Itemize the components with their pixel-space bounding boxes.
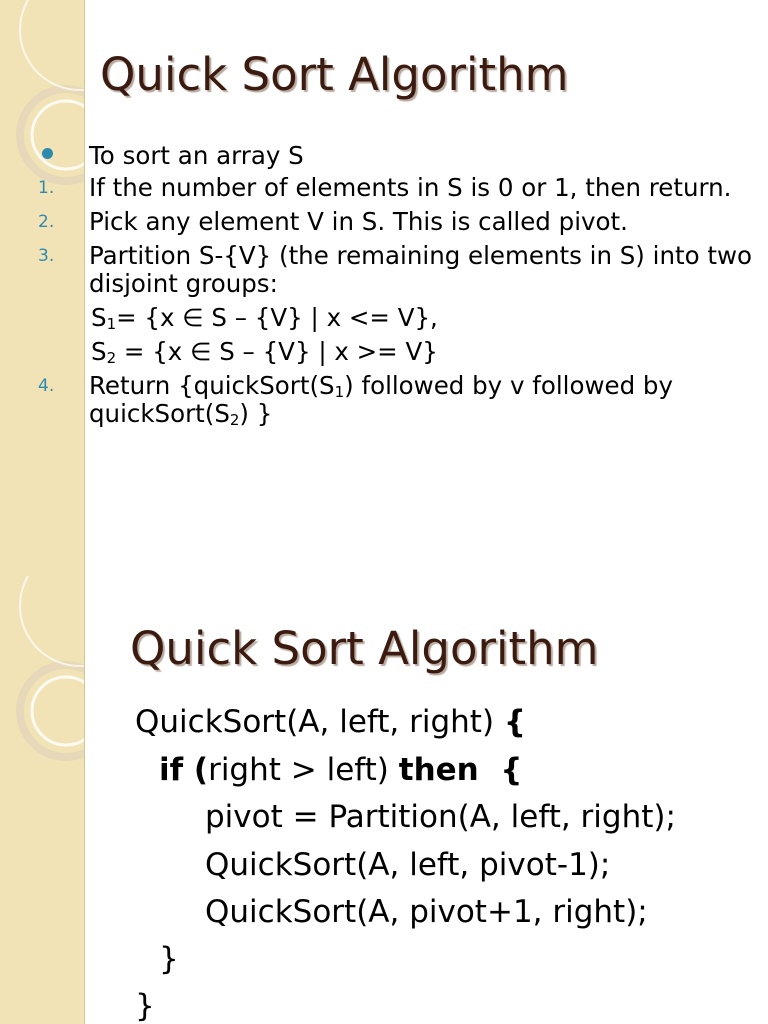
step-item-3 — [0, 242, 768, 298]
subscript: 2 — [106, 349, 117, 367]
bullet-text: To sort an array S — [89, 141, 304, 170]
set-definition-text: = {x ∈ S – {V} | x <= V}, — [116, 303, 438, 332]
code-line-4: QuickSort(A, left, pivot-1); — [205, 847, 611, 883]
step-text: If the number of elements in S is 0 or 1, then return. — [89, 173, 732, 202]
content-list — [0, 142, 768, 428]
code-line-7: } — [135, 988, 155, 1024]
code-keyword: then { — [398, 752, 523, 788]
code-keyword: if ( — [159, 752, 209, 788]
step-text-part: ) followed by v followed by quickSort(S — [89, 371, 673, 428]
set-letter: S — [91, 303, 107, 332]
bullet-item — [0, 142, 768, 170]
code-keyword: { — [503, 704, 526, 740]
step-item-2 — [0, 208, 768, 236]
slide-title: Quick Sort Algorithm — [130, 622, 599, 675]
set-s2-definition — [0, 338, 768, 366]
step-number: 2. — [38, 212, 55, 232]
code-line-1 — [135, 704, 526, 740]
code-line-2 — [159, 752, 522, 788]
code-line-6: } — [159, 941, 179, 977]
bullet-dot-icon — [42, 148, 53, 159]
step-text: Pick any element V in S. This is called pivot. — [89, 207, 628, 236]
code-line-5: QuickSort(A, pivot+1, right); — [205, 894, 648, 930]
decorative-circles-graphic — [0, 576, 84, 1024]
code-text: QuickSort(A, left, right) — [135, 704, 504, 740]
step-item-4 — [0, 372, 768, 428]
decorative-side-band — [0, 576, 85, 1024]
subscript: 1 — [106, 315, 117, 333]
subscript: 1 — [334, 383, 345, 401]
subscript: 2 — [229, 411, 240, 429]
slide-title: Quick Sort Algorithm — [100, 48, 569, 101]
step-number: 4. — [38, 376, 55, 396]
set-s1-definition — [0, 304, 768, 332]
code-line-3: pivot = Partition(A, left, right); — [205, 799, 676, 835]
set-definition-text: = {x ∈ S – {V} | x >= V} — [116, 337, 438, 366]
slide-2 — [0, 576, 768, 1024]
step-number: 3. — [38, 246, 55, 266]
step-text: Partition S-{V} (the remaining elements in S) into two disjoint groups: — [89, 241, 753, 298]
step-item-1 — [0, 174, 768, 202]
step-text-part: Return {quickSort(S — [89, 371, 335, 400]
step-number: 1. — [38, 178, 55, 198]
code-text: right > left) — [208, 752, 399, 788]
set-letter: S — [91, 337, 107, 366]
step-text-part: ) } — [239, 399, 273, 428]
